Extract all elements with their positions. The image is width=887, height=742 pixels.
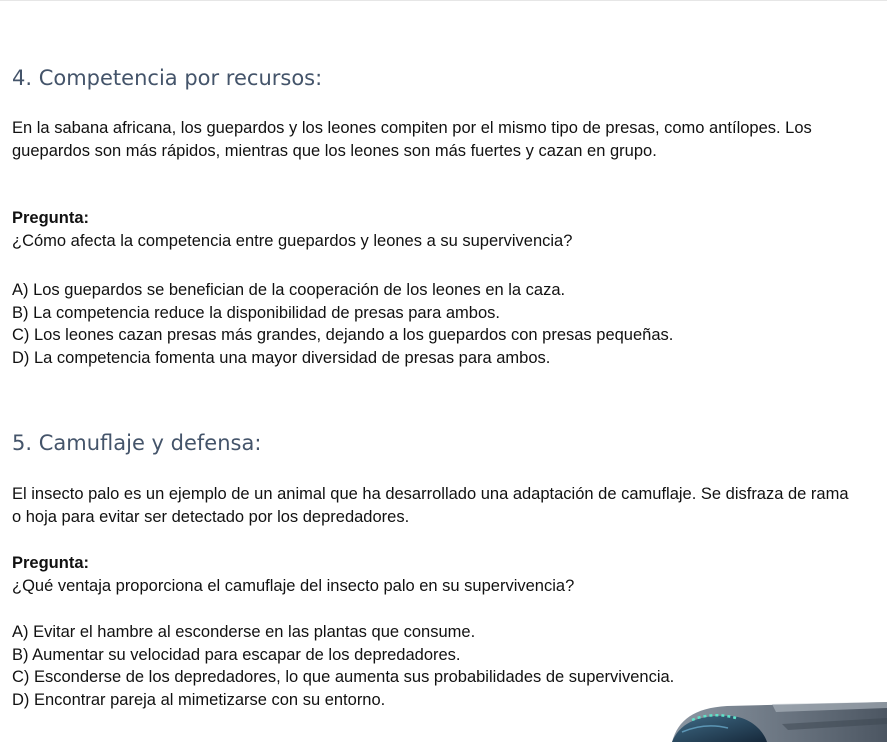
page-top-border — [0, 0, 887, 1]
answer-option: B) La competencia reduce la disponibilidad de presas para ambos. — [12, 303, 500, 322]
question-text-competencia: ¿Cómo afecta la competencia entre guepardos y leones a su supervivencia? — [12, 232, 573, 250]
answer-option: A) Los guepardos se benefician de la cooperación de los leones en la caza. — [12, 281, 566, 299]
question-label-camuflaje: Pregunta: — [12, 554, 90, 572]
question-text-camuflaje: ¿Qué ventaja proporciona el camuflaje del insecto palo en su supervivencia? — [12, 577, 575, 595]
answer-option: A) Evitar el hambre al esconderse en las plantas que consume. — [12, 623, 476, 641]
section-paragraph-competencia: En la sabana africana, los guepardos y los leones compiten por el mismo tipo de presas, como antílopes. Los guepardos son más rápidos, mientras que los leones son más fuertes y cazan en grupo. — [12, 119, 812, 160]
answer-option: C) Esconderse de los depredadores, lo que aumenta sus probabilidades de supervivencia. — [12, 668, 675, 686]
section-heading-camuflaje: 5. Camuflaje y defensa: — [12, 431, 262, 455]
answer-options-camuflaje — [12, 621, 674, 711]
answer-option: C) Los leones cazan presas más grandes, dejando a los guepardos con presas pequeñas. — [12, 326, 674, 344]
decorative-corner-image — [672, 702, 887, 742]
section-heading-competencia: 4. Competencia por recursos: — [12, 66, 323, 90]
section-paragraph-camuflaje: El insecto palo es un ejemplo de un animal que ha desarrollado una adaptación de camuflaje. Se disfraza de rama o hoja para evitar ser detectado por los depredadores. — [12, 485, 849, 526]
answer-option: D) Encontrar pareja al mimetizarse con su entorno. — [12, 690, 386, 709]
answer-options-competencia — [12, 279, 673, 369]
question-label-competencia: Pregunta: — [12, 209, 90, 227]
answer-option: B) Aumentar su velocidad para escapar de los depredadores. — [12, 645, 461, 664]
answer-option: D) La competencia fomenta una mayor diversidad de presas para ambos. — [12, 348, 551, 367]
